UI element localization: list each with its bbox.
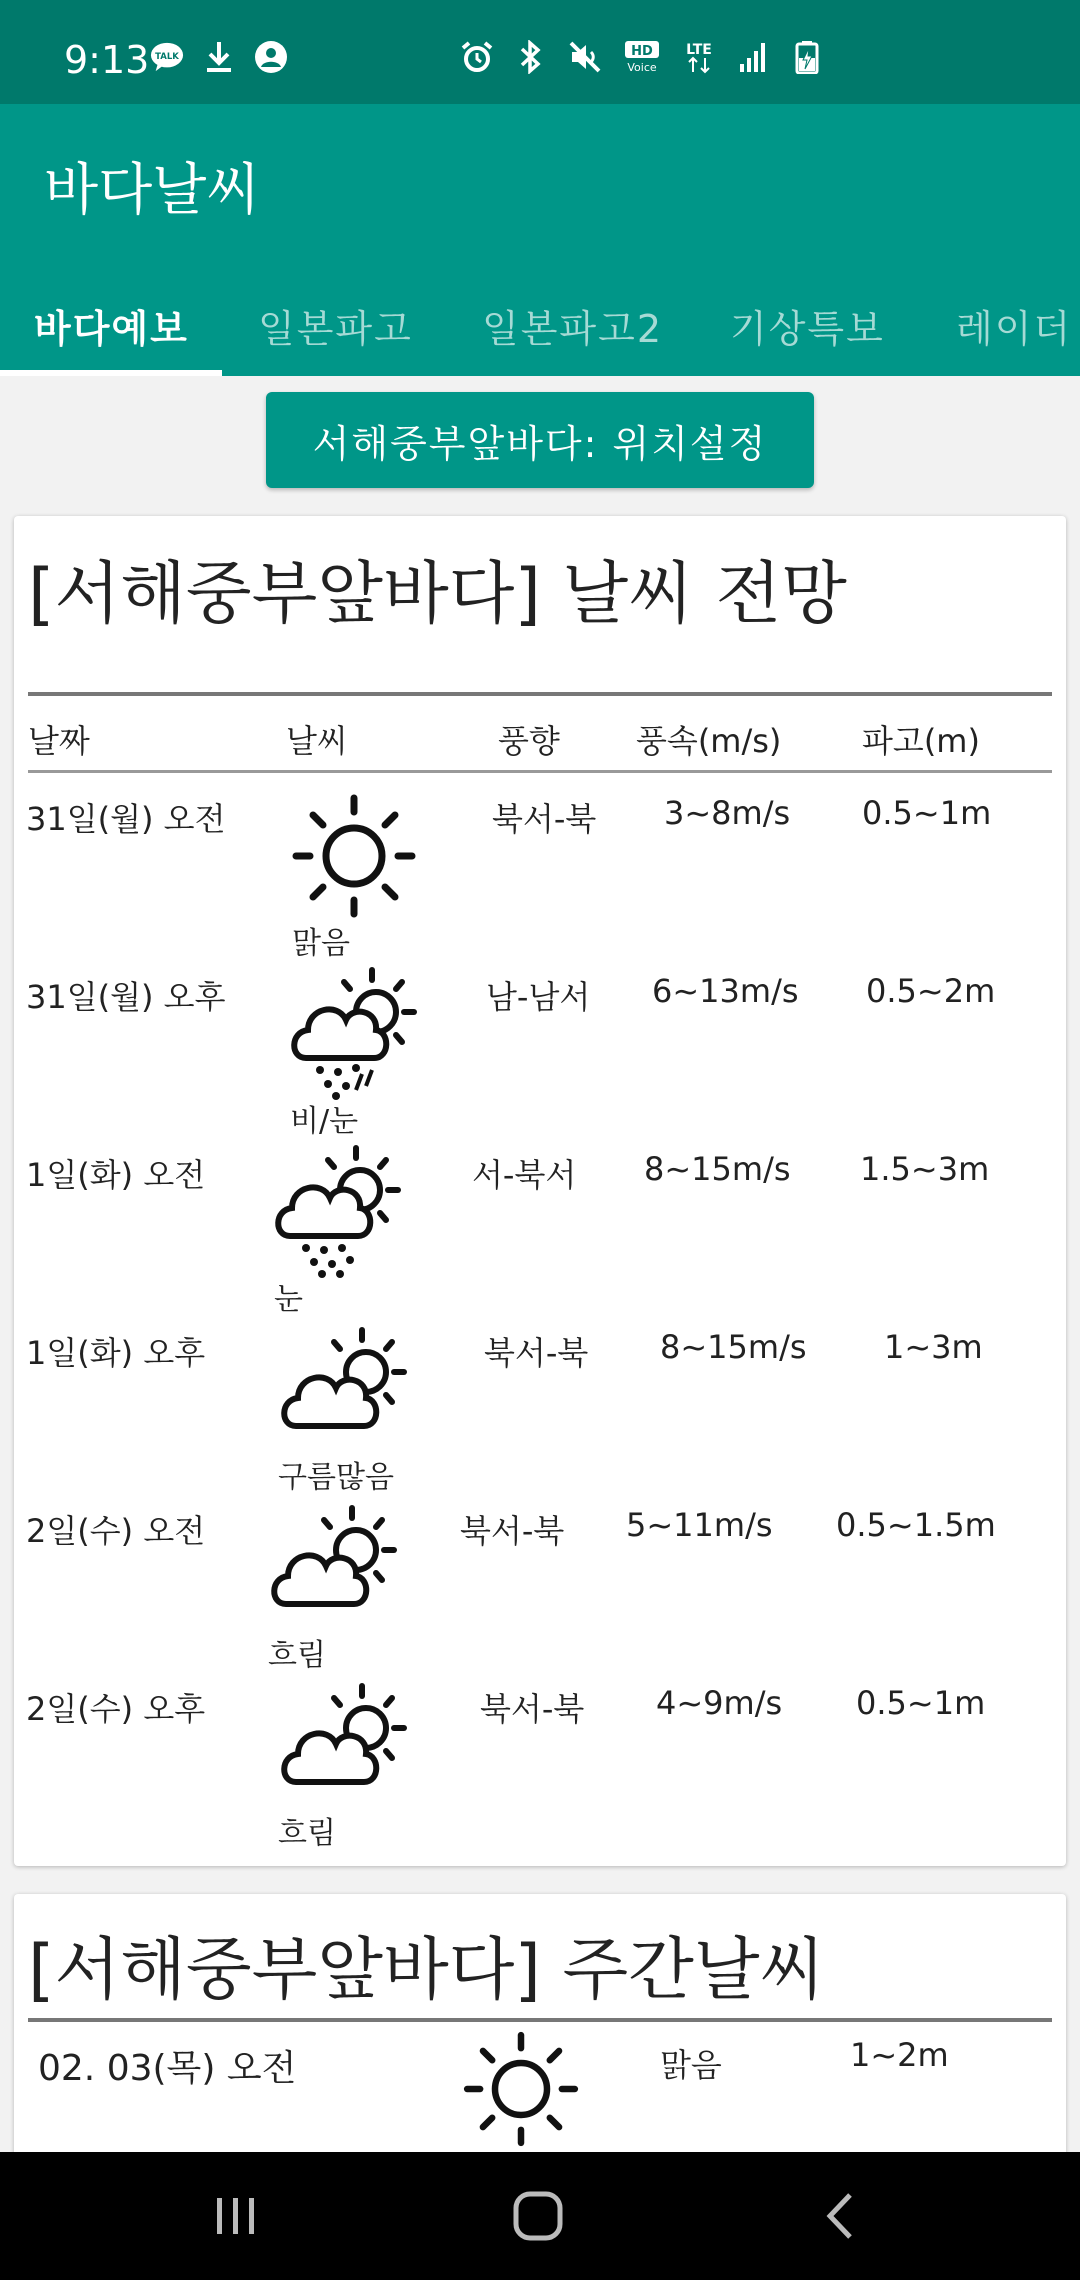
snow-icon <box>270 1140 410 1280</box>
row-1-wave-height: 0.5~1m <box>862 794 992 832</box>
download-icon <box>202 40 236 74</box>
bluetooth-icon <box>514 40 548 74</box>
weekly-row-1-weather: 맑음 <box>660 2046 722 2084</box>
partly-cloudy-icon <box>276 1326 416 1446</box>
header-weather: 날씨 <box>286 722 348 760</box>
weekly-top-rule <box>28 2018 1052 2022</box>
row-5-wind-speed: 5~11m/s <box>626 1506 773 1544</box>
row-4-date: 1일(화) 오후 <box>26 1334 206 1372</box>
alarm-icon <box>460 40 494 74</box>
app-bar <box>0 104 1080 376</box>
home-icon[interactable] <box>508 2186 568 2246</box>
row-3-wind-speed: 8~15m/s <box>644 1150 791 1188</box>
table-header-rule <box>28 770 1052 773</box>
row-2-wind-direction: 남-남서 <box>486 978 591 1016</box>
row-1-weather: 맑음 <box>292 926 350 961</box>
weekly-row-1-wave-height: 1~2m <box>850 2036 949 2074</box>
app-title: 바다날씨 <box>44 158 261 223</box>
lte-text: LTE <box>686 42 712 58</box>
cloudy-icon <box>276 1682 416 1802</box>
battery-charging-icon <box>790 40 824 74</box>
tab-japan-wave-2[interactable]: 일본파고2 <box>482 306 664 351</box>
lte-icon <box>682 40 716 74</box>
status-time: 9:13 <box>64 38 150 82</box>
tab-sea-forecast[interactable]: 바다예보 <box>34 306 189 351</box>
status-left-icons <box>150 40 288 74</box>
weekly-card <box>14 1894 1066 2152</box>
row-2-wave-height: 0.5~2m <box>866 972 996 1010</box>
row-2-weather: 비/눈 <box>290 1104 359 1139</box>
forecast-title: [서해중부앞바다] 날씨 전망 <box>28 555 847 634</box>
talk-icon-text: TALK <box>155 51 179 62</box>
row-1-date: 31일(월) 오전 <box>26 800 226 838</box>
row-3-wave-height: 1.5~3m <box>860 1150 990 1188</box>
row-5-date: 2일(수) 오전 <box>26 1512 206 1550</box>
row-4-wave-height: 1~3m <box>884 1328 983 1366</box>
content-scroll-area[interactable] <box>0 376 1080 2152</box>
tab-japan-wave[interactable]: 일본파고 <box>258 306 413 351</box>
row-6-date: 2일(수) 오후 <box>26 1690 206 1728</box>
signal-icon <box>736 40 770 74</box>
sun-icon <box>284 786 424 926</box>
row-3-weather: 눈 <box>274 1282 303 1317</box>
row-6-weather: 흐림 <box>278 1816 336 1851</box>
forecast-card <box>14 516 1066 1866</box>
tab-radar[interactable]: 레이더 <box>956 306 1073 351</box>
voice-text: Voice <box>627 61 657 74</box>
tab-bar <box>0 274 1080 376</box>
row-4-weather: 구름많음 <box>278 1460 394 1495</box>
sun-icon <box>456 2024 586 2152</box>
header-wave-height: 파고(m) <box>862 722 980 760</box>
mute-icon <box>568 40 602 74</box>
row-2-date: 31일(월) 오후 <box>26 978 226 1016</box>
row-4-wind-speed: 8~15m/s <box>660 1328 807 1366</box>
header-wind-speed: 풍속(m/s) <box>636 722 782 760</box>
hd-text: HD <box>631 44 653 59</box>
row-3-date: 1일(화) 오전 <box>26 1156 206 1194</box>
navigation-bar <box>0 2152 1080 2280</box>
row-5-weather: 흐림 <box>268 1638 326 1673</box>
hd-voice-icon <box>622 40 662 74</box>
row-6-wind-direction: 북서-북 <box>480 1690 585 1728</box>
table-top-rule <box>28 692 1052 696</box>
row-1-wind-direction: 북서-북 <box>492 800 597 838</box>
weekly-row-1-date: 02. 03(목) 오전 <box>38 2048 297 2089</box>
back-icon[interactable] <box>810 2186 870 2246</box>
status-right-icons <box>460 40 824 74</box>
account-icon <box>254 40 288 74</box>
row-2-wind-speed: 6~13m/s <box>652 972 799 1010</box>
header-wind-direction: 풍향 <box>498 722 560 760</box>
row-4-wind-direction: 북서-북 <box>484 1334 589 1372</box>
tab-weather-warning[interactable]: 기상특보 <box>730 306 885 351</box>
row-3-wind-direction: 서-북서 <box>472 1156 577 1194</box>
row-6-wave-height: 0.5~1m <box>856 1684 986 1722</box>
header-date: 날짜 <box>28 722 90 760</box>
status-bar <box>0 0 1080 104</box>
rain-snow-icon <box>286 962 426 1102</box>
weekly-title: [서해중부앞바다] 주간날씨 <box>28 1931 826 2010</box>
talk-icon <box>150 40 184 74</box>
row-5-wave-height: 0.5~1.5m <box>836 1506 996 1544</box>
recent-apps-icon[interactable] <box>206 2186 266 2246</box>
row-1-wind-speed: 3~8m/s <box>664 794 791 832</box>
row-6-wind-speed: 4~9m/s <box>656 1684 783 1722</box>
cloudy-icon <box>266 1504 406 1624</box>
location-settings-button[interactable]: 서해중부앞바다: 위치설정 <box>266 392 814 488</box>
row-5-wind-direction: 북서-북 <box>460 1512 565 1550</box>
